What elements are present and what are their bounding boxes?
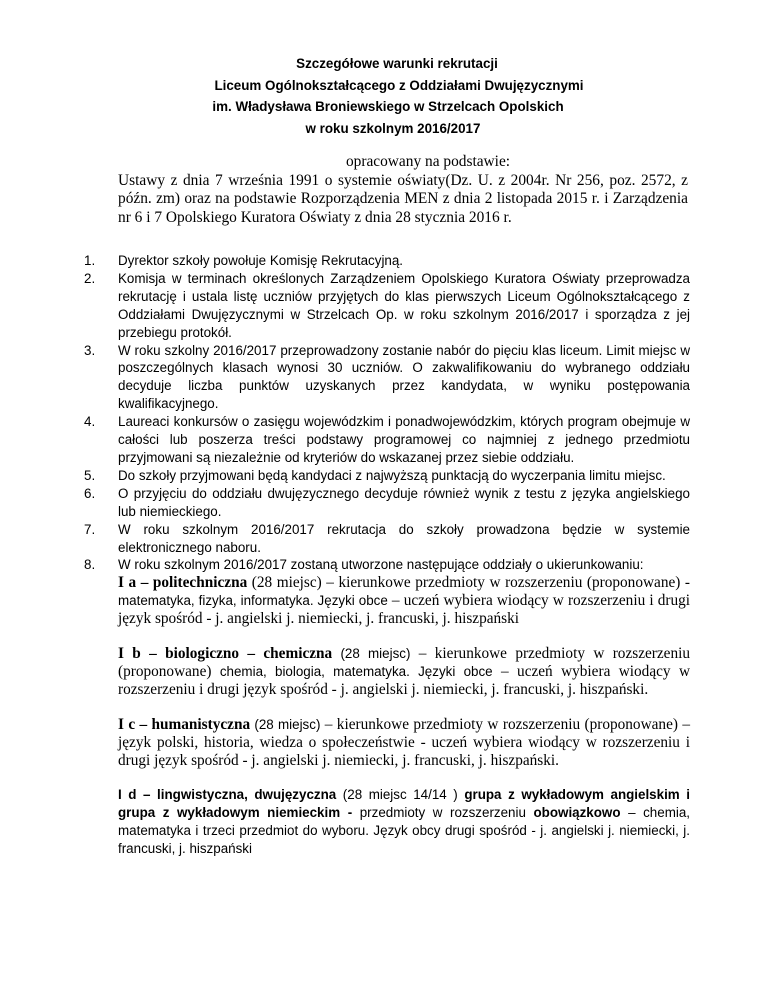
- list-item-number: 2.: [84, 270, 96, 286]
- rules-list: [84, 252, 690, 858]
- class-id-rest: – chemia, matematyka i trzeci przedmiot do wyboru. Język obcy drugi spośród - j. angielski j. niemiecki, j. francuski, j. hiszpański: [118, 805, 690, 857]
- class-id-description: [118, 786, 690, 858]
- list-item-text: Dyrektor szkoły powołuje Komisję Rekrutacyjną.: [118, 253, 404, 268]
- document-title: [0, 53, 768, 139]
- list-item: [84, 485, 690, 521]
- class-ib-description: [118, 645, 690, 699]
- legal-basis-heading: opracowany na podstawie:: [345, 153, 511, 170]
- class-id-name: I d – lingwistyczna, dwujęzyczna: [118, 787, 337, 803]
- list-item-text: Do szkoły przyjmowani będą kandydaci z najwyższą punktacją do wyczerpania limitu miejsc.: [118, 467, 666, 483]
- class-id-mid: przedmioty w rozszerzeniu: [352, 805, 534, 821]
- list-item: [84, 556, 690, 574]
- list-item: [84, 413, 690, 467]
- list-item-number: 6.: [84, 485, 96, 501]
- class-ic-seats: (28 miejsc): [250, 716, 321, 732]
- legal-basis-text: Ustawy z dnia 7 września 1991 o systemie oświaty(Dz. U. z 2004r. Nr 256, poz. 2572, z późn. zm) oraz na podstawie Rozporządzenia MEN z dnia 2 listopada 2015 r. i Zarządzenia nr 6 i 7 Opolskiego Kuratora Oświaty z dnia 28 stycznia 2016 r.: [118, 171, 688, 226]
- class-id-seats: (28 miejsc 14/14 ): [336, 787, 465, 803]
- class-ia-subjects: matematyka, fizyka, informatyka. Języki obce: [118, 593, 388, 609]
- list-item-text: Komisja w terminach określonych Zarządzeniem Opolskiego Kuratora Oświaty przeprowadza rekrutację i ustala listę uczniów przyjętych do klas pierwszych Liceum Ogólnokształcącego z Oddziałami Dwujęzycznymi w Strzelcach Op. w roku szkolnym 2016/2017 i sporządza z jej przebiegu protokół.: [118, 270, 690, 340]
- class-ia-description: [118, 574, 690, 628]
- list-item-text: Laureaci konkursów o zasięgu wojewódzkim i ponadwojewódzkim, których program obejmuje w całości lub poszerza treści podstawy programowej co najmniej z jednego przedmiotu przyjmowani są niezależnie od kryteriów do wskazanej przez siebie oddziału.: [118, 414, 690, 465]
- class-ib-mid: – kierunkowe przedmioty w rozszerzeniu (proponowane): [118, 645, 690, 680]
- list-item-number: 1.: [84, 253, 96, 268]
- list-item: [84, 467, 690, 485]
- list-item-number: 7.: [84, 521, 96, 537]
- title-line-1: Szczegółowe warunki rekrutacji: [296, 56, 498, 71]
- title-line-4: w roku szkolnym 2016/2017: [305, 120, 481, 136]
- list-item: [84, 270, 690, 342]
- class-ic-rest: – kierunkowe przedmioty w rozszerzeniu (proponowane) – język polski, historia, wiedza o społeczeństwie - uczeń wybiera wiodący w rozszerzeniu i drugi język spośród - j. angielski j. niemiecki, j. francuski, j. hiszpański.: [118, 715, 690, 769]
- list-item: [84, 342, 690, 414]
- class-ia-rest: – uczeń wybiera wiodący w rozszerzeniu i drugi język spośród - j. angielski j. niemiecki, j. francuski, j. hiszpański: [118, 592, 690, 628]
- class-ib-rest: – uczeń wybiera wiodący w rozszerzeniu i drugi język spośród - j. angielski j. niemiecki, j. francuski, j. hiszpański.: [118, 662, 690, 698]
- list-item-text: W roku szkolnym 2016/2017 zostaną utworzone następujące oddziały o ukierunkowaniu:: [118, 557, 644, 573]
- legal-basis: [118, 153, 688, 227]
- list-item-number: 5.: [84, 467, 96, 483]
- list-item: [84, 521, 690, 557]
- class-id-mandatory: obowiązkowo: [533, 805, 621, 821]
- class-ib-name: I b – biologiczno – chemiczna: [118, 645, 333, 663]
- class-ia-name: I a – politechniczna: [118, 574, 248, 592]
- class-ib-seats: (28 miejsc): [332, 646, 411, 662]
- class-ia-seats: (28 miejsc) – kierunkowe przedmioty w rozszerzeniu (proponowane) -: [247, 574, 690, 592]
- list-item: [84, 252, 690, 270]
- title-line-3: im. Władysława Broniewskiego w Strzelcach Opolskich: [212, 99, 564, 114]
- list-item-text: W roku szkolnym 2016/2017 rekrutacja do szkoły prowadzona będzie w systemie elektronicznego naboru.: [118, 521, 690, 555]
- class-ic-name: I c – humanistyczna: [118, 715, 251, 733]
- class-ic-description: [118, 716, 690, 770]
- list-item-number: 8.: [84, 557, 96, 573]
- list-item-text: W roku szkolny 2016/2017 przeprowadzony zostanie nabór do pięciu klas liceum. Limit miejsc w poszczególnych klasach wynosi 30 uczniów. O zakwalifikowaniu do wybranego oddziału decyduje liczba punktów uzyskanych przez kandydata, w wyniku postępowania kwalifikacyjnego.: [118, 342, 690, 412]
- class-ib-subjects: chemia, biologia, matematyka. Języki obce: [219, 663, 493, 679]
- list-item-number: 4.: [84, 414, 96, 430]
- list-item-text: O przyjęciu do oddziału dwujęzycznego decyduje również wynik z testu z języka angielskiego lub niemieckiego.: [118, 485, 690, 519]
- class-id-groups: grupa z wykładowym angielskim i grupa z wykładowym niemieckim -: [118, 787, 690, 821]
- list-item-number: 3.: [84, 342, 96, 358]
- title-line-2: Liceum Ogólnokształcącego z Oddziałami Dwujęzycznymi: [214, 77, 584, 93]
